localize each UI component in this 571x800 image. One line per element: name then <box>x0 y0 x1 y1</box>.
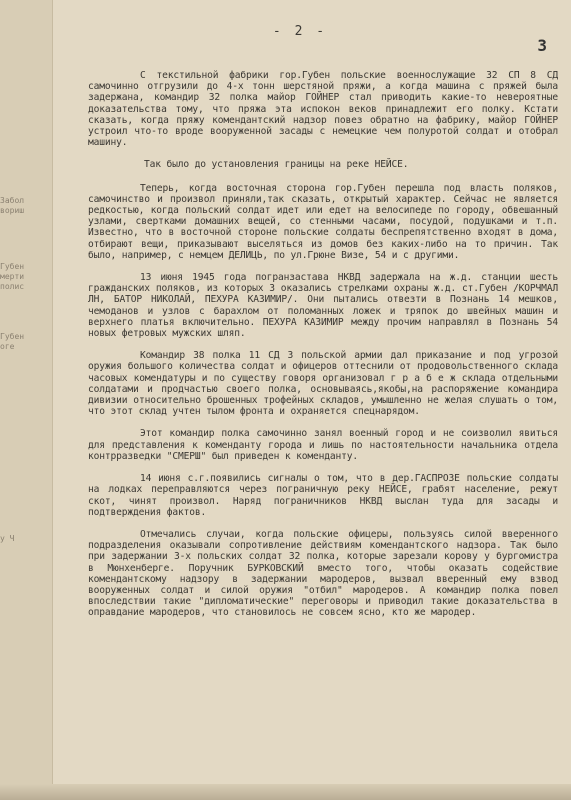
paragraph: С текстильной фабрики гор.Губен польские военнослужащие 32 СП 8 СД самочинно отгрузили до 4-х тонн шерстяной пряжи, а когда машина с пряжей была задержана, командир 32 полка майор ГОЙНЕР стал приводить какие-то невероятные доказательства тому, что пряжа эта испокон веков принадлежит его полку. Кстати сказать, когда пряжу комендантский надзор повез обратно на фабрику, майор ГОЙНЕР устроил что-то вроде вооруженной засады с немецкие чем полуротой солдат и отобрал машину. <box>88 70 558 149</box>
paragraph: Командир 38 полка 11 СД 3 польской армии дал приказание и под угрозой оружия большого количества солдат и офицеров оттеснили от продовольственного склада часовых комендатуры и по существу говоря организовал г р а б е ж склада отдельными солдатами и продчастью своего полка, основываясь,якобы,на распоряжение командира дивизии относительно брошенных трофейных складов, умышленно не желая слушать о том, что этот склад учтен тылом фронта и охраняется спецнарядом. <box>88 350 558 418</box>
paragraph: Так было до установления границы на реке НЕЙСЕ. <box>144 159 409 171</box>
margin-note: Губен оге <box>0 332 25 351</box>
margin-note: Губен мерти полис <box>0 262 25 291</box>
margin-note: у Ч <box>0 534 15 543</box>
page-marker: - 2 - <box>272 24 328 39</box>
sheet-number: 3 <box>537 36 547 55</box>
page-bottom-edge <box>0 784 571 800</box>
paragraph: 13 июня 1945 года погранзастава НКВД задержала на ж.д. станции шесть гражданских поляков, из которых 3 оказались стрелками охраны ж.д. ст.Губен /КОРЧМАЛ ЛН, БАТОР НИКОЛАЙ, ПЕХУРА КАЗИМИР/. Они пытались отвезти в Познань 14 мешков, чемоданов и узлов с барахлом от поломанных ложек и тряпок до швейных машин и верхнего платья включительно. ПЕХУРА КАЗИМИР между прочим направлял в Познань 54 новых фетровых мужских шляп. <box>88 272 558 340</box>
paragraph: 14 июня с.г.появились сигналы о том, что в дер.ГАСПРОЗЕ польские солдаты на лодках переправляются через пограничную реку НЕЙСЕ, грабят население, режут скот, чинят произвол. Наряд пограничников НКВД выслан туда для засады и подтверждения фактов. <box>88 473 558 518</box>
paragraph: Отмечались случаи, когда польские офицеры, пользуясь силой вверенного подразделения оказывали сопротивление действиям комендантского надзора. Так было при задержании 3-х польских солдат 32 полка, которые зарезали корову у бургомистра в Мюнхенберге. Поручник БУРКОВСКИЙ вместо того, чтобы оказать содействие комендантскому надзору в задержании мародеров, вызвал вверенный ему взвод вооруженных солдат и силой оружия "отбил" мародеров. А командир полка повел впоследствии такие "дипломатические" переговоры и приводил такие доказательства в оправдание мародеров, что становилось не совсем ясно, кто же мародер. <box>88 528 558 619</box>
document-body <box>88 70 558 630</box>
margin-note: Забол вориш <box>0 196 25 215</box>
paragraph: Этот командир полка самочинно занял военный город и не соизволил явиться для представления к коменданту города и лишь по настоятельности начальника отдела контрразведки "СМЕРШ" был приведен к коменданту. <box>88 428 558 462</box>
left-margin-strip <box>0 0 53 800</box>
paragraph: Теперь, когда восточная сторона гор.Губен перешла под власть поляков, самочинство и произвол приняли,так сказать, открытый характер. Сейчас не является редкостью, когда польский солдат идет или едет на велосипеде по городу, обвешанный узлами, свертками домашних вещей, со стенными часами, посудой, подушками и т.п. Известно, что в восточной стороне польские солдаты беспрепятственно входят в дома, отбирают вещи, приказывают выселяться из домов без каких-либо на то причин. Так было, например, с немцем ДЕЛИЦЬ, по ул.Грюне Визе, 54 и с другими. <box>88 182 558 261</box>
